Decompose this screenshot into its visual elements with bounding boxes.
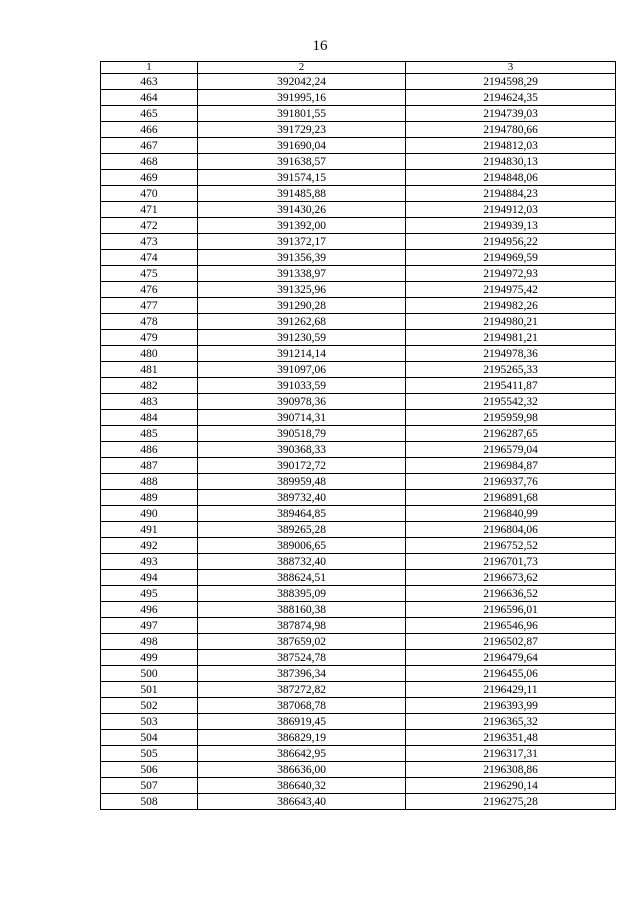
x-coordinate-cell: 390714,31 xyxy=(198,410,406,426)
point-number-cell: 480 xyxy=(101,346,198,362)
y-coordinate-cell: 2196351,48 xyxy=(406,730,616,746)
x-coordinate-cell: 391430,26 xyxy=(198,202,406,218)
y-coordinate-cell: 2194972,93 xyxy=(406,266,616,282)
x-coordinate-cell: 387874,98 xyxy=(198,618,406,634)
y-coordinate-cell: 2196429,11 xyxy=(406,682,616,698)
y-coordinate-cell: 2196455,06 xyxy=(406,666,616,682)
table-row xyxy=(101,186,616,202)
x-coordinate-cell: 391230,59 xyxy=(198,330,406,346)
y-coordinate-cell: 2194624,35 xyxy=(406,90,616,106)
x-coordinate-cell: 388395,09 xyxy=(198,586,406,602)
y-coordinate-cell: 2194848,06 xyxy=(406,170,616,186)
table-row xyxy=(101,330,616,346)
x-coordinate-cell: 391638,57 xyxy=(198,154,406,170)
point-number-cell: 472 xyxy=(101,218,198,234)
x-coordinate-cell: 389732,40 xyxy=(198,490,406,506)
point-number-cell: 481 xyxy=(101,362,198,378)
table-body xyxy=(101,74,616,810)
point-number-cell: 497 xyxy=(101,618,198,634)
x-coordinate-cell: 389265,28 xyxy=(198,522,406,538)
x-coordinate-cell: 386919,45 xyxy=(198,714,406,730)
point-number-cell: 487 xyxy=(101,458,198,474)
x-coordinate-cell: 391690,04 xyxy=(198,138,406,154)
point-number-cell: 496 xyxy=(101,602,198,618)
x-coordinate-cell: 386643,40 xyxy=(198,794,406,810)
point-number-cell: 498 xyxy=(101,634,198,650)
y-coordinate-cell: 2195959,98 xyxy=(406,410,616,426)
x-coordinate-cell: 391262,68 xyxy=(198,314,406,330)
point-number-cell: 507 xyxy=(101,778,198,794)
x-coordinate-cell: 386829,19 xyxy=(198,730,406,746)
y-coordinate-cell: 2196984,87 xyxy=(406,458,616,474)
table-row xyxy=(101,538,616,554)
table-row xyxy=(101,650,616,666)
point-number-cell: 485 xyxy=(101,426,198,442)
table-row xyxy=(101,154,616,170)
point-number-cell: 483 xyxy=(101,394,198,410)
table-row xyxy=(101,618,616,634)
table-row xyxy=(101,586,616,602)
point-number-cell: 469 xyxy=(101,170,198,186)
table-row xyxy=(101,714,616,730)
x-coordinate-cell: 391325,96 xyxy=(198,282,406,298)
column-header-2: 2 xyxy=(198,62,406,74)
x-coordinate-cell: 391574,15 xyxy=(198,170,406,186)
table-row xyxy=(101,410,616,426)
point-number-cell: 494 xyxy=(101,570,198,586)
y-coordinate-cell: 2194956,22 xyxy=(406,234,616,250)
point-number-cell: 476 xyxy=(101,282,198,298)
x-coordinate-cell: 389959,48 xyxy=(198,474,406,490)
table-row xyxy=(101,362,616,378)
x-coordinate-cell: 388624,51 xyxy=(198,570,406,586)
x-coordinate-cell: 391392,00 xyxy=(198,218,406,234)
table-row xyxy=(101,170,616,186)
table-row xyxy=(101,234,616,250)
y-coordinate-cell: 2196479,64 xyxy=(406,650,616,666)
y-coordinate-cell: 2196287,65 xyxy=(406,426,616,442)
table-row xyxy=(101,522,616,538)
x-coordinate-cell: 391372,17 xyxy=(198,234,406,250)
y-coordinate-cell: 2196393,99 xyxy=(406,698,616,714)
x-coordinate-cell: 391290,28 xyxy=(198,298,406,314)
y-coordinate-cell: 2194912,03 xyxy=(406,202,616,218)
coordinates-table xyxy=(100,61,616,810)
x-coordinate-cell: 391485,88 xyxy=(198,186,406,202)
x-coordinate-cell: 389006,65 xyxy=(198,538,406,554)
y-coordinate-cell: 2196701,73 xyxy=(406,554,616,570)
point-number-cell: 478 xyxy=(101,314,198,330)
point-number-cell: 463 xyxy=(101,74,198,90)
point-number-cell: 486 xyxy=(101,442,198,458)
column-header-3: 3 xyxy=(406,62,616,74)
point-number-cell: 475 xyxy=(101,266,198,282)
table-row xyxy=(101,474,616,490)
point-number-cell: 471 xyxy=(101,202,198,218)
point-number-cell: 465 xyxy=(101,106,198,122)
table-row xyxy=(101,250,616,266)
y-coordinate-cell: 2194830,13 xyxy=(406,154,616,170)
point-number-cell: 506 xyxy=(101,762,198,778)
table-row xyxy=(101,794,616,810)
table-row xyxy=(101,106,616,122)
y-coordinate-cell: 2195265,33 xyxy=(406,362,616,378)
y-coordinate-cell: 2196579,04 xyxy=(406,442,616,458)
y-coordinate-cell: 2194981,21 xyxy=(406,330,616,346)
x-coordinate-cell: 389464,85 xyxy=(198,506,406,522)
x-coordinate-cell: 391729,23 xyxy=(198,122,406,138)
y-coordinate-cell: 2194598,29 xyxy=(406,74,616,90)
x-coordinate-cell: 390978,36 xyxy=(198,394,406,410)
point-number-cell: 470 xyxy=(101,186,198,202)
y-coordinate-cell: 2194982,26 xyxy=(406,298,616,314)
point-number-cell: 499 xyxy=(101,650,198,666)
point-number-cell: 492 xyxy=(101,538,198,554)
x-coordinate-cell: 391338,97 xyxy=(198,266,406,282)
y-coordinate-cell: 2194812,03 xyxy=(406,138,616,154)
x-coordinate-cell: 391214,14 xyxy=(198,346,406,362)
x-coordinate-cell: 387524,78 xyxy=(198,650,406,666)
x-coordinate-cell: 388732,40 xyxy=(198,554,406,570)
table-row xyxy=(101,202,616,218)
x-coordinate-cell: 388160,38 xyxy=(198,602,406,618)
table-row xyxy=(101,74,616,90)
point-number-cell: 490 xyxy=(101,506,198,522)
table-row xyxy=(101,634,616,650)
point-number-cell: 489 xyxy=(101,490,198,506)
y-coordinate-cell: 2196275,28 xyxy=(406,794,616,810)
x-coordinate-cell: 386640,32 xyxy=(198,778,406,794)
point-number-cell: 467 xyxy=(101,138,198,154)
y-coordinate-cell: 2194980,21 xyxy=(406,314,616,330)
table-row xyxy=(101,570,616,586)
table-row xyxy=(101,682,616,698)
x-coordinate-cell: 391356,39 xyxy=(198,250,406,266)
y-coordinate-cell: 2194969,59 xyxy=(406,250,616,266)
point-number-cell: 504 xyxy=(101,730,198,746)
point-number-cell: 464 xyxy=(101,90,198,106)
table-row xyxy=(101,602,616,618)
point-number-cell: 503 xyxy=(101,714,198,730)
point-number-cell: 482 xyxy=(101,378,198,394)
point-number-cell: 501 xyxy=(101,682,198,698)
table-row xyxy=(101,426,616,442)
x-coordinate-cell: 391995,16 xyxy=(198,90,406,106)
table-row xyxy=(101,778,616,794)
point-number-cell: 508 xyxy=(101,794,198,810)
table-row xyxy=(101,506,616,522)
table-row xyxy=(101,554,616,570)
y-coordinate-cell: 2194978,36 xyxy=(406,346,616,362)
x-coordinate-cell: 391097,06 xyxy=(198,362,406,378)
y-coordinate-cell: 2196317,31 xyxy=(406,746,616,762)
table-header-row xyxy=(101,62,616,74)
y-coordinate-cell: 2196596,01 xyxy=(406,602,616,618)
point-number-cell: 484 xyxy=(101,410,198,426)
point-number-cell: 488 xyxy=(101,474,198,490)
y-coordinate-cell: 2196673,62 xyxy=(406,570,616,586)
x-coordinate-cell: 387068,78 xyxy=(198,698,406,714)
point-number-cell: 477 xyxy=(101,298,198,314)
point-number-cell: 474 xyxy=(101,250,198,266)
y-coordinate-cell: 2196752,52 xyxy=(406,538,616,554)
table-row xyxy=(101,378,616,394)
table-row xyxy=(101,698,616,714)
y-coordinate-cell: 2196891,68 xyxy=(406,490,616,506)
point-number-cell: 468 xyxy=(101,154,198,170)
y-coordinate-cell: 2194780,66 xyxy=(406,122,616,138)
y-coordinate-cell: 2196840,99 xyxy=(406,506,616,522)
table-row xyxy=(101,90,616,106)
y-coordinate-cell: 2194739,03 xyxy=(406,106,616,122)
table-row xyxy=(101,346,616,362)
table-row xyxy=(101,458,616,474)
y-coordinate-cell: 2195542,32 xyxy=(406,394,616,410)
x-coordinate-cell: 390368,33 xyxy=(198,442,406,458)
table-row xyxy=(101,730,616,746)
point-number-cell: 505 xyxy=(101,746,198,762)
table-row xyxy=(101,490,616,506)
page-number: 16 xyxy=(312,38,328,54)
y-coordinate-cell: 2196502,87 xyxy=(406,634,616,650)
point-number-cell: 502 xyxy=(101,698,198,714)
y-coordinate-cell: 2196636,52 xyxy=(406,586,616,602)
point-number-cell: 479 xyxy=(101,330,198,346)
y-coordinate-cell: 2196290,14 xyxy=(406,778,616,794)
x-coordinate-cell: 387272,82 xyxy=(198,682,406,698)
x-coordinate-cell: 392042,24 xyxy=(198,74,406,90)
x-coordinate-cell: 390172,72 xyxy=(198,458,406,474)
point-number-cell: 495 xyxy=(101,586,198,602)
table-row xyxy=(101,762,616,778)
table-row xyxy=(101,298,616,314)
table-row xyxy=(101,666,616,682)
y-coordinate-cell: 2194939,13 xyxy=(406,218,616,234)
column-header-1: 1 xyxy=(101,62,198,74)
table-row xyxy=(101,122,616,138)
x-coordinate-cell: 386642,95 xyxy=(198,746,406,762)
y-coordinate-cell: 2196546,96 xyxy=(406,618,616,634)
y-coordinate-cell: 2195411,87 xyxy=(406,378,616,394)
y-coordinate-cell: 2196365,32 xyxy=(406,714,616,730)
table-row xyxy=(101,442,616,458)
y-coordinate-cell: 2194884,23 xyxy=(406,186,616,202)
point-number-cell: 473 xyxy=(101,234,198,250)
x-coordinate-cell: 387659,02 xyxy=(198,634,406,650)
x-coordinate-cell: 391801,55 xyxy=(198,106,406,122)
point-number-cell: 500 xyxy=(101,666,198,682)
point-number-cell: 466 xyxy=(101,122,198,138)
x-coordinate-cell: 390518,79 xyxy=(198,426,406,442)
x-coordinate-cell: 387396,34 xyxy=(198,666,406,682)
table-row xyxy=(101,266,616,282)
point-number-cell: 491 xyxy=(101,522,198,538)
x-coordinate-cell: 386636,00 xyxy=(198,762,406,778)
table-row xyxy=(101,138,616,154)
y-coordinate-cell: 2196804,06 xyxy=(406,522,616,538)
y-coordinate-cell: 2196308,86 xyxy=(406,762,616,778)
table-row xyxy=(101,282,616,298)
table-row xyxy=(101,746,616,762)
table-row xyxy=(101,394,616,410)
table-row xyxy=(101,314,616,330)
point-number-cell: 493 xyxy=(101,554,198,570)
x-coordinate-cell: 391033,59 xyxy=(198,378,406,394)
y-coordinate-cell: 2196937,76 xyxy=(406,474,616,490)
table-row xyxy=(101,218,616,234)
y-coordinate-cell: 2194975,42 xyxy=(406,282,616,298)
